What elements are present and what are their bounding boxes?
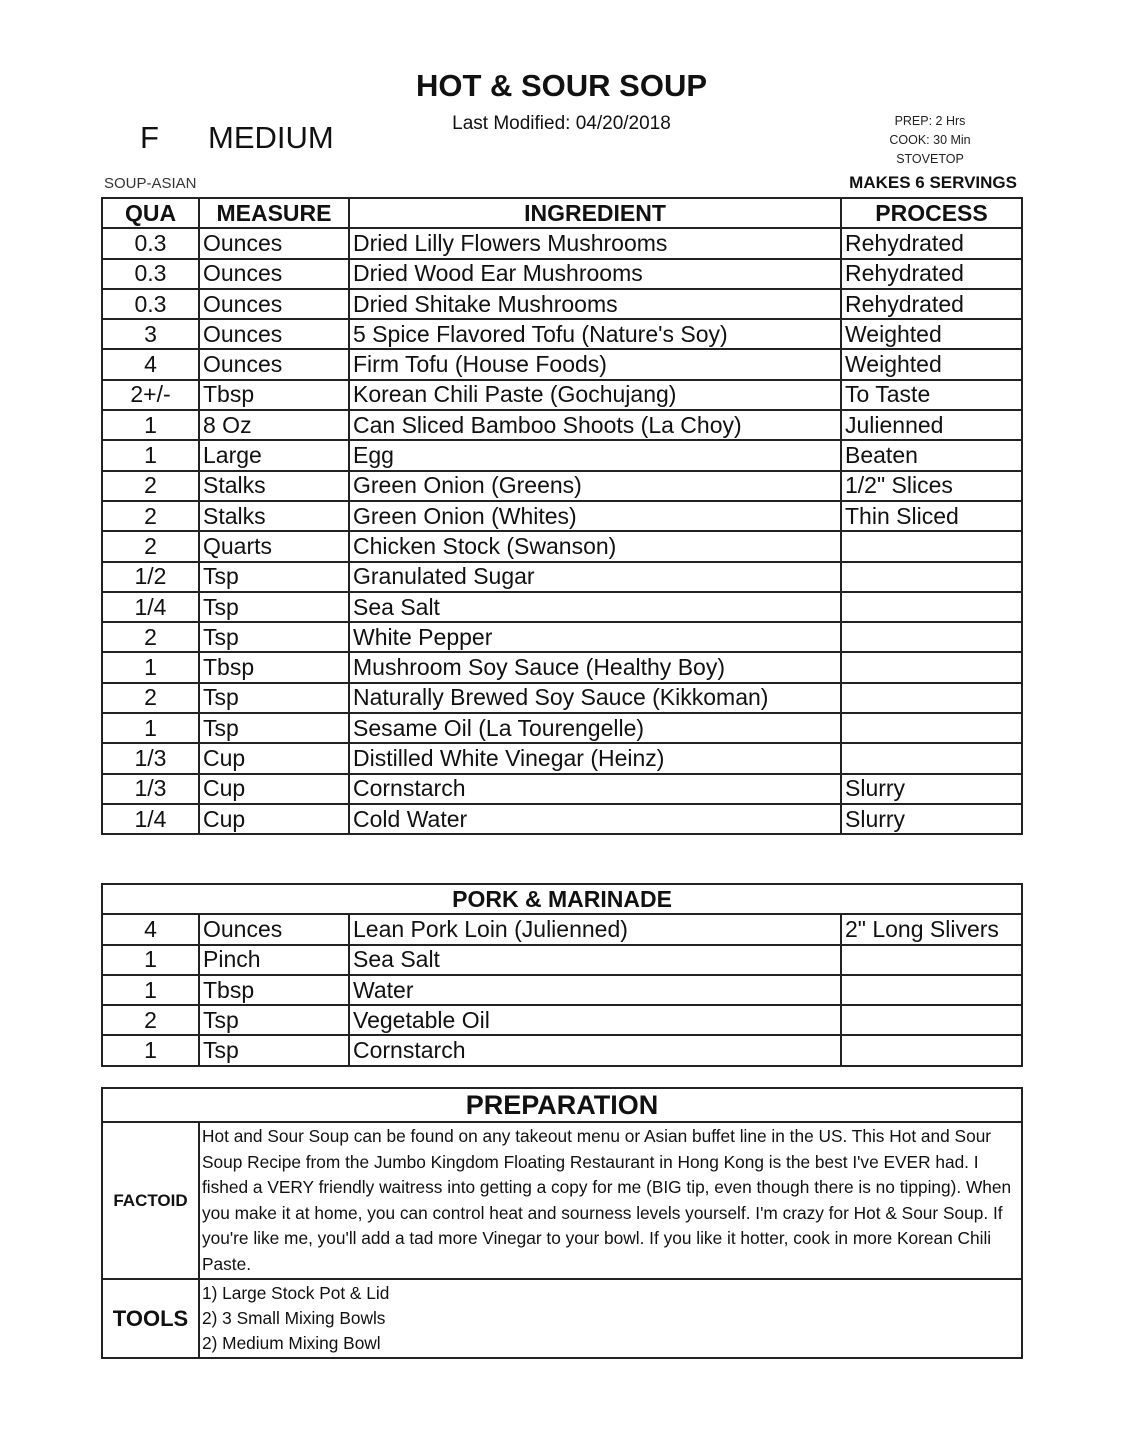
servings: MAKES 6 SERVINGS — [849, 173, 1017, 192]
factoid-text: Hot and Sour Soup can be found on any takeout menu or Asian buffet line in the US. This Hot and Sour Soup Recipe from the Jumbo Kingdom Floating Restaurant in Hong Kong is the best I've EVER had. I fished a VERY friendly waitress into getting a copy for me (BIG tip, even though there is no tipping). When you make it at home, you can control heat and sourness levels yourself. I'm crazy for Hot & Sour Soup. If you're like me, you'll add a tad more Vinegar to your bowl. If you like it hotter, cook in more Korean Chili Paste. — [199, 1122, 1022, 1279]
qua-cell: 1/2 — [102, 562, 199, 592]
measure-cell: Tsp — [199, 1005, 349, 1035]
recipe-category: SOUP-ASIAN — [104, 175, 197, 192]
qua-cell: 2+/- — [102, 380, 199, 410]
process-cell — [841, 622, 1022, 652]
table-row — [102, 713, 1022, 743]
ingredient-cell: Vegetable Oil — [349, 1005, 841, 1035]
column-header-measure: MEASURE — [199, 198, 349, 228]
process-cell: Slurry — [841, 804, 1022, 834]
cook-method: STOVETOP — [896, 152, 964, 166]
process-cell: 2" Long Slivers — [841, 914, 1022, 944]
tools-label: TOOLS — [102, 1279, 199, 1358]
measure-cell: Ounces — [199, 259, 349, 289]
table-row — [102, 289, 1022, 319]
qua-cell: 0.3 — [102, 259, 199, 289]
measure-cell: Ounces — [199, 228, 349, 258]
preparation-header-row — [102, 1088, 1022, 1122]
process-cell — [841, 743, 1022, 773]
table-row — [102, 471, 1022, 501]
pork-section-title: PORK & MARINADE — [102, 884, 1022, 914]
ingredient-cell: Dried Shitake Mushrooms — [349, 289, 841, 319]
measure-cell: Tsp — [199, 622, 349, 652]
table-header-row — [102, 198, 1022, 228]
difficulty-letter: F — [140, 120, 159, 155]
table-row — [102, 622, 1022, 652]
last-modified: Last Modified: 04/20/2018 — [452, 113, 671, 134]
ingredient-cell: Sesame Oil (La Tourengelle) — [349, 713, 841, 743]
table-row — [102, 914, 1022, 944]
table-row — [102, 501, 1022, 531]
ingredient-cell: Chicken Stock (Swanson) — [349, 531, 841, 561]
table-row — [102, 259, 1022, 289]
tools-row — [102, 1279, 1022, 1358]
process-cell — [841, 1005, 1022, 1035]
measure-cell: Tbsp — [199, 652, 349, 682]
measure-cell: Tsp — [199, 713, 349, 743]
qua-cell: 2 — [102, 501, 199, 531]
measure-cell: Cup — [199, 804, 349, 834]
table-row — [102, 774, 1022, 804]
ingredient-cell: Sea Salt — [349, 592, 841, 622]
process-cell — [841, 531, 1022, 561]
measure-cell: Tbsp — [199, 975, 349, 1005]
table-row — [102, 945, 1022, 975]
qua-cell: 2 — [102, 683, 199, 713]
ingredient-cell: Green Onion (Greens) — [349, 471, 841, 501]
ingredient-cell: Cornstarch — [349, 1035, 841, 1065]
qua-cell: 0.3 — [102, 228, 199, 258]
column-header-ingredient: INGREDIENT — [349, 198, 841, 228]
process-cell: Thin Sliced — [841, 501, 1022, 531]
measure-cell: Tsp — [199, 562, 349, 592]
process-cell — [841, 713, 1022, 743]
measure-cell: 8 Oz — [199, 410, 349, 440]
ingredients-table — [101, 197, 1023, 835]
table-row — [102, 1005, 1022, 1035]
ingredient-cell: Distilled White Vinegar (Heinz) — [349, 743, 841, 773]
ingredient-cell: Can Sliced Bamboo Shoots (La Choy) — [349, 410, 841, 440]
measure-cell: Cup — [199, 774, 349, 804]
ingredient-cell: Naturally Brewed Soy Sauce (Kikkoman) — [349, 683, 841, 713]
pork-marinade-table — [101, 883, 1023, 1067]
column-header-process: PROCESS — [841, 198, 1022, 228]
qua-cell: 1/4 — [102, 592, 199, 622]
ingredient-cell: Korean Chili Paste (Gochujang) — [349, 380, 841, 410]
ingredient-cell: Granulated Sugar — [349, 562, 841, 592]
table-row — [102, 592, 1022, 622]
table-row — [102, 1035, 1022, 1065]
measure-cell: Cup — [199, 743, 349, 773]
measure-cell: Ounces — [199, 349, 349, 379]
process-cell — [841, 652, 1022, 682]
time-info — [830, 112, 1030, 169]
preparation-title: PREPARATION — [102, 1088, 1022, 1122]
ingredient-cell: Dried Wood Ear Mushrooms — [349, 259, 841, 289]
measure-cell: Stalks — [199, 501, 349, 531]
process-cell — [841, 592, 1022, 622]
qua-cell: 1 — [102, 652, 199, 682]
ingredient-cell: Egg — [349, 440, 841, 470]
process-cell: Rehydrated — [841, 289, 1022, 319]
qua-cell: 1 — [102, 410, 199, 440]
process-cell — [841, 945, 1022, 975]
process-cell: Slurry — [841, 774, 1022, 804]
qua-cell: 1 — [102, 945, 199, 975]
table-row — [102, 652, 1022, 682]
qua-cell: 2 — [102, 622, 199, 652]
measure-cell: Pinch — [199, 945, 349, 975]
ingredient-cell: Lean Pork Loin (Julienned) — [349, 914, 841, 944]
table-row — [102, 743, 1022, 773]
process-cell: Beaten — [841, 440, 1022, 470]
qua-cell: 2 — [102, 531, 199, 561]
measure-cell: Ounces — [199, 319, 349, 349]
process-cell: Rehydrated — [841, 259, 1022, 289]
qua-cell: 1/3 — [102, 774, 199, 804]
qua-cell: 1 — [102, 975, 199, 1005]
ingredient-cell: Firm Tofu (House Foods) — [349, 349, 841, 379]
ingredient-cell: Cold Water — [349, 804, 841, 834]
tool-item: 2) 3 Small Mixing Bowls — [202, 1308, 386, 1328]
table-row — [102, 975, 1022, 1005]
qua-cell: 2 — [102, 471, 199, 501]
ingredient-cell: Sea Salt — [349, 945, 841, 975]
process-cell — [841, 1035, 1022, 1065]
section-header-row — [102, 884, 1022, 914]
table-row — [102, 440, 1022, 470]
table-row — [102, 410, 1022, 440]
measure-cell: Tsp — [199, 1035, 349, 1065]
column-header-qua: QUA — [102, 198, 199, 228]
process-cell: Weighted — [841, 349, 1022, 379]
prep-time: PREP: 2 Hrs — [894, 114, 966, 128]
process-cell: To Taste — [841, 380, 1022, 410]
process-cell — [841, 683, 1022, 713]
measure-cell: Tsp — [199, 592, 349, 622]
table-row — [102, 562, 1022, 592]
measure-cell: Large — [199, 440, 349, 470]
table-row — [102, 531, 1022, 561]
process-cell: Weighted — [841, 319, 1022, 349]
qua-cell: 4 — [102, 349, 199, 379]
qua-cell: 0.3 — [102, 289, 199, 319]
qua-cell: 1/3 — [102, 743, 199, 773]
ingredient-cell: 5 Spice Flavored Tofu (Nature's Soy) — [349, 319, 841, 349]
ingredient-cell: Mushroom Soy Sauce (Healthy Boy) — [349, 652, 841, 682]
process-cell: Julienned — [841, 410, 1022, 440]
process-cell — [841, 562, 1022, 592]
qua-cell: 4 — [102, 914, 199, 944]
tool-item: 1) Large Stock Pot & Lid — [202, 1283, 390, 1303]
measure-cell: Tsp — [199, 683, 349, 713]
measure-cell: Quarts — [199, 531, 349, 561]
qua-cell: 1 — [102, 440, 199, 470]
measure-cell: Tbsp — [199, 380, 349, 410]
tools-list — [199, 1279, 1022, 1358]
table-row — [102, 804, 1022, 834]
measure-cell: Ounces — [199, 289, 349, 319]
difficulty-level: MEDIUM — [208, 120, 334, 155]
ingredient-cell: Green Onion (Whites) — [349, 501, 841, 531]
qua-cell: 2 — [102, 1005, 199, 1035]
measure-cell: Stalks — [199, 471, 349, 501]
table-row — [102, 319, 1022, 349]
process-cell: Rehydrated — [841, 228, 1022, 258]
table-row — [102, 380, 1022, 410]
ingredient-cell: Water — [349, 975, 841, 1005]
ingredient-cell: Dried Lilly Flowers Mushrooms — [349, 228, 841, 258]
factoid-row — [102, 1122, 1022, 1279]
measure-cell: Ounces — [199, 914, 349, 944]
qua-cell: 1 — [102, 1035, 199, 1065]
ingredient-cell: White Pepper — [349, 622, 841, 652]
factoid-label: FACTOID — [102, 1122, 199, 1279]
qua-cell: 1/4 — [102, 804, 199, 834]
tool-item: 2) Medium Mixing Bowl — [202, 1333, 381, 1353]
table-row — [102, 683, 1022, 713]
process-cell: 1/2" Slices — [841, 471, 1022, 501]
qua-cell: 3 — [102, 319, 199, 349]
table-row — [102, 228, 1022, 258]
cook-time: COOK: 30 Min — [889, 133, 971, 147]
qua-cell: 1 — [102, 713, 199, 743]
table-row — [102, 349, 1022, 379]
ingredient-cell: Cornstarch — [349, 774, 841, 804]
process-cell — [841, 975, 1022, 1005]
recipe-title: HOT & SOUR SOUP — [415, 68, 708, 103]
preparation-table — [101, 1087, 1023, 1359]
